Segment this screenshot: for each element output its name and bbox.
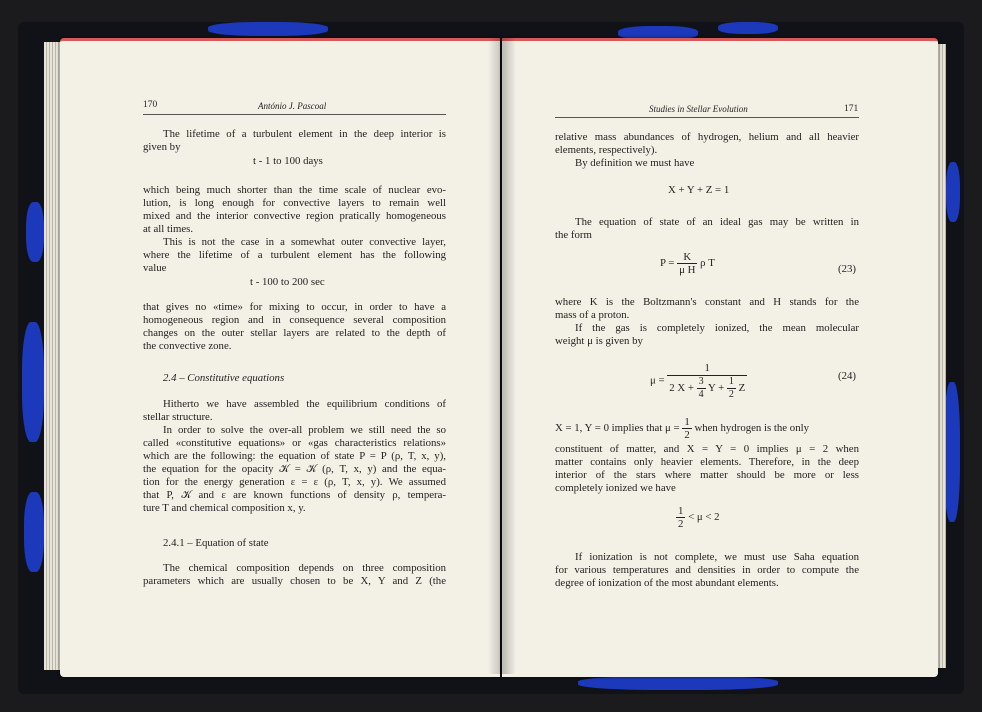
text-line: which are the following: the equation of state P = P (ρ, T, x, y), xyxy=(143,450,446,462)
text-line: This is not the case in a somewhat outer convective layer, xyxy=(163,236,446,248)
text-line: degree of ionization of the most abundant elements. xyxy=(555,577,779,589)
text-line: mass of a proton. xyxy=(555,309,630,321)
text-line: which being much shorter than the time scale of nuclear evo- xyxy=(143,184,446,196)
section-heading: 2.4 – Constitutive equations xyxy=(163,372,285,384)
subsection-heading: 2.4.1 – Equation of state xyxy=(163,537,269,549)
text-line: lution, is long enough for convective layers to remain well xyxy=(143,197,446,209)
text-line: the convective zone. xyxy=(143,340,232,352)
text-line: In order to solve the over-all problem we still need the so xyxy=(163,424,446,436)
text-line: tion for the energy generation ε = ε (ρ, T, x, y). We assumed xyxy=(143,476,446,488)
text-line: the form xyxy=(555,229,592,241)
equation-number: (23) xyxy=(838,263,856,275)
equation-line: t - 100 to 200 sec xyxy=(250,276,325,288)
text-line: for various temperatures and densities in order to compute the xyxy=(555,564,859,576)
text-line: weight μ is given by xyxy=(555,335,643,347)
text-line: parameters which are usually chosen to be X, Y and Z (the xyxy=(143,575,446,587)
text-line: constituent of matter, and X = Y = 0 implies μ = 2 when xyxy=(555,443,859,455)
page-number: 171 xyxy=(844,104,859,114)
text-line: at all times. xyxy=(143,223,194,235)
text-line: the equation for the opacity 𝒦 = 𝒦 (ρ, T, x, y) and the equa- xyxy=(143,463,446,475)
text-line: changes on the outer stellar layers are related to the depth of xyxy=(143,327,446,339)
text-line: relative mass abundances of hydrogen, helium and all heavier xyxy=(555,131,859,143)
text-line: matter contains only heavier elements. Therefore, in the deep xyxy=(555,456,859,468)
text-line: given by xyxy=(143,141,181,153)
equation-line: t - 1 to 100 days xyxy=(253,155,323,167)
text-line: If the gas is completely ionized, the mean molecular xyxy=(575,322,859,334)
text-line: interior of the stars where matter should be more or less xyxy=(555,469,859,481)
page-number: 170 xyxy=(143,100,158,110)
equation-23: P = $\frac{K}{\text{μ H}}$ ρ T xyxy=(660,251,715,276)
equation-number: (24) xyxy=(838,370,856,382)
text-line: mixed and the interior convective region pratically homogeneous xyxy=(143,210,446,222)
running-head: António J. Pascoal xyxy=(258,101,327,111)
text-line: ture T and chemical composition x, y. xyxy=(143,502,306,514)
text-line: stellar structure. xyxy=(143,411,213,423)
inline-equation-line: X = 1, Y = 0 implies that μ = $\frac{1}{2}$ when hydrogen is the only xyxy=(555,416,809,441)
text-line: The chemical composition depends on three composition xyxy=(163,562,446,574)
equation-line: X + Y + Z = 1 xyxy=(668,184,730,196)
header-rule xyxy=(143,114,446,115)
right-page xyxy=(502,38,938,677)
text-line: homogeneous region and in consequence several composition xyxy=(143,314,446,326)
text-line: The equation of state of an ideal gas may be written in xyxy=(575,216,859,228)
book-gutter xyxy=(488,38,516,674)
text-line: The lifetime of a turbulent element in the deep interior is xyxy=(163,128,446,140)
text-line: that gives no «time» for mixing to occur, in order to have a xyxy=(143,301,446,313)
text-line: called «constitutive equations» or «gas characteristics relations» xyxy=(143,437,446,449)
inequality: $\frac{1}{2}$ < μ < 2 xyxy=(678,505,720,530)
text-line: where K is the Boltzmann's constant and H stands for the xyxy=(555,296,859,308)
text-line: If ionization is not complete, we must use Saha equation xyxy=(575,551,859,563)
left-page xyxy=(60,38,500,677)
header-rule xyxy=(555,117,859,118)
text-line: Hitherto we have assembled the equilibrium conditions of xyxy=(163,398,446,410)
running-head: Studies in Stellar Evolution xyxy=(649,104,748,114)
text-line: where the lifetime of a turbulent element has the following xyxy=(143,249,446,261)
text-line: completely ionized we have xyxy=(555,482,676,494)
text-line: By definition we must have xyxy=(575,157,695,169)
equation-24: μ = 1 2 X + $\frac{3}{4}$ Y + $\frac{1}{2}$ Z xyxy=(650,362,746,400)
text-line: that P, 𝒦 and ε are known functions of density ρ, tempera- xyxy=(143,489,446,501)
text-line: elements, respectively). xyxy=(555,144,658,156)
text-line: value xyxy=(143,262,167,274)
